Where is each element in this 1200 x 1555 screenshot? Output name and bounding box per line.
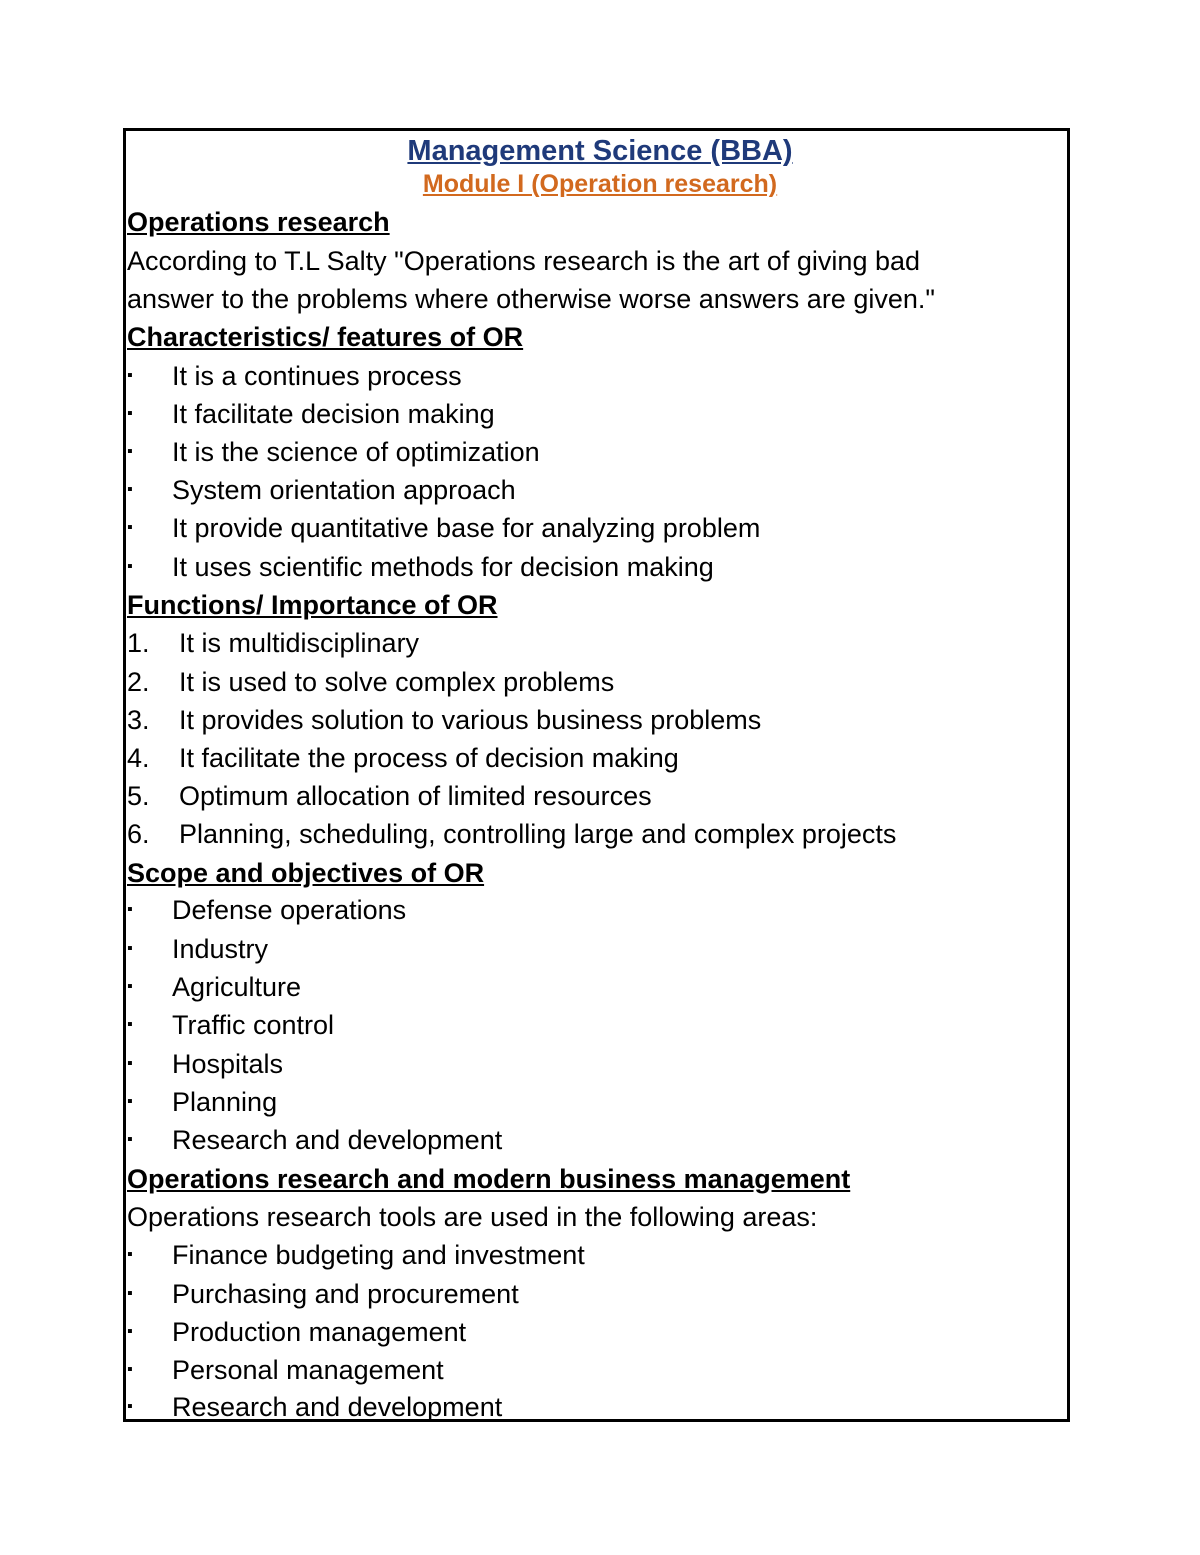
heading-modern-business: Operations research and modern business management (127, 1164, 851, 1194)
list-item (127, 1006, 334, 1044)
list-item (127, 548, 714, 586)
list-item-text: Planning (172, 1087, 278, 1117)
list-item (127, 433, 540, 471)
list-item (127, 968, 301, 1006)
list-item-text: Hospitals (172, 1049, 284, 1079)
list-item (127, 395, 495, 433)
item-number: 2. (127, 667, 150, 697)
list-item-text: Traffic control (172, 1010, 335, 1040)
numbered-item (127, 663, 614, 701)
list-item-text: Agriculture (172, 972, 302, 1002)
heading-operations-research: Operations research (127, 207, 390, 237)
list-item (127, 930, 268, 968)
list-item-text: Research and development (172, 1392, 503, 1422)
numbered-item-text: Planning, scheduling, controlling large and complex projects (179, 819, 897, 849)
list-item (127, 1388, 502, 1426)
numbered-item (127, 701, 761, 739)
list-item-text: Personal management (172, 1355, 444, 1385)
list-item-text: Production management (172, 1317, 467, 1347)
numbered-item (127, 739, 679, 777)
bullet-icon: ▪ (127, 1323, 133, 1340)
bullet-icon: ▪ (127, 1093, 133, 1110)
bullet-icon: ▪ (127, 405, 133, 422)
list-item (127, 1275, 519, 1313)
bullet-icon: ▪ (127, 1285, 133, 1302)
bullet-icon: ▪ (127, 978, 133, 995)
numbered-item (127, 624, 419, 662)
list-item (127, 1121, 502, 1159)
document-title: Management Science (BBA) (407, 135, 793, 167)
numbered-item-text: It is multidisciplinary (179, 628, 420, 658)
list-item-text: It facilitate decision making (172, 399, 495, 429)
list-item (127, 1083, 277, 1121)
numbered-item (127, 815, 896, 853)
list-item-text: It provide quantitative base for analyzing problem (172, 513, 761, 543)
modern-intro: Operations research tools are used in the following areas: (127, 1202, 818, 1232)
bullet-icon: ▪ (127, 558, 133, 575)
list-item (127, 471, 516, 509)
numbered-item (127, 777, 652, 815)
bullet-icon: ▪ (127, 1361, 133, 1378)
numbered-item-text: It provides solution to various business problems (179, 705, 762, 735)
item-number: 3. (127, 705, 150, 735)
bullet-icon: ▪ (127, 940, 133, 957)
bullet-icon: ▪ (127, 1398, 133, 1415)
bullet-icon: ▪ (127, 481, 133, 498)
numbered-item-text: It is used to solve complex problems (179, 667, 615, 697)
item-number: 4. (127, 743, 150, 773)
item-number: 5. (127, 781, 150, 811)
bullet-icon: ▪ (127, 1016, 133, 1033)
numbered-item-text: Optimum allocation of limited resources (179, 781, 652, 811)
item-number: 1. (127, 628, 150, 658)
list-item-text: Purchasing and procurement (172, 1279, 519, 1309)
bullet-icon: ▪ (127, 901, 133, 918)
bullet-icon: ▪ (127, 1055, 133, 1072)
bullet-icon: ▪ (127, 367, 133, 384)
list-item-text: It is a continues process (172, 361, 462, 391)
list-item-text: Finance budgeting and investment (172, 1240, 585, 1270)
heading-characteristics: Characteristics/ features of OR (127, 322, 524, 352)
list-item-text: System orientation approach (172, 475, 516, 505)
list-item (127, 509, 760, 547)
list-item-text: It uses scientific methods for decision making (172, 552, 714, 582)
heading-functions: Functions/ Importance of OR (127, 590, 498, 620)
list-item-text: Defense operations (172, 895, 407, 925)
list-item (127, 1045, 283, 1083)
document-subtitle: Module I (Operation research) (422, 170, 778, 198)
bullet-icon: ▪ (127, 519, 133, 536)
list-item-text: It is the science of optimization (172, 437, 540, 467)
list-item (127, 357, 462, 395)
bullet-icon: ▪ (127, 443, 133, 460)
heading-scope: Scope and objectives of OR (127, 858, 485, 888)
list-item-text: Industry (172, 934, 269, 964)
list-item-text: Research and development (172, 1125, 503, 1155)
bullet-icon: ▪ (127, 1131, 133, 1148)
list-item (127, 1351, 444, 1389)
bullet-icon: ▪ (127, 1246, 133, 1263)
item-number: 6. (127, 819, 150, 849)
list-item (127, 891, 406, 929)
definition-line: answer to the problems where otherwise worse answers are given." (127, 284, 935, 314)
list-item (127, 1313, 466, 1351)
list-item (127, 1236, 585, 1274)
definition-line: According to T.L Salty "Operations research is the art of giving bad (127, 246, 921, 276)
numbered-item-text: It facilitate the process of decision making (179, 743, 679, 773)
